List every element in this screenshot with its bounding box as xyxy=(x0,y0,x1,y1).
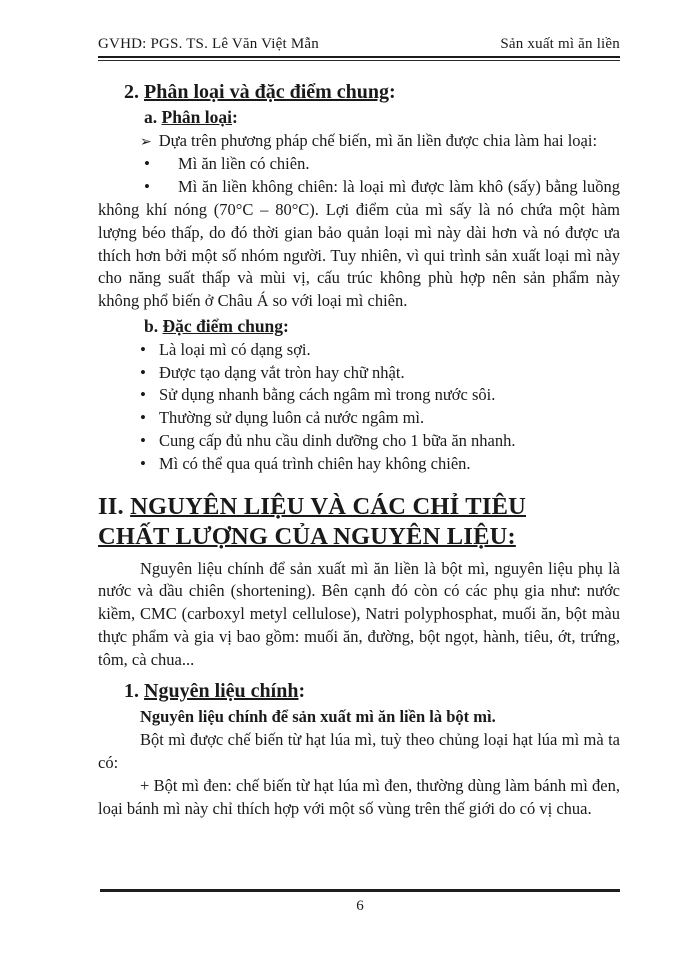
list-item-text: Sử dụng nhanh bằng cách ngâm mì trong nước sôi. xyxy=(158,385,496,405)
subsection-b-number: b. xyxy=(144,315,159,336)
bullet-dot-icon: • xyxy=(144,154,150,174)
subsection-1-title: Nguyên liệu chính xyxy=(144,679,299,702)
subsection-a-title: Phân loại xyxy=(161,106,233,127)
header-rule xyxy=(98,56,620,61)
page-footer xyxy=(100,889,620,915)
subsection-b-heading xyxy=(144,315,620,338)
lead-sentence: Nguyên liệu chính để sản xuất mì ăn liền là bột mì. xyxy=(140,707,496,727)
section-2-title: Phân loại và đặc điểm chung xyxy=(144,81,390,103)
subsection-a-colon: : xyxy=(232,106,238,127)
list-item-text: Thường sử dụng luôn cả nước ngâm mì. xyxy=(158,408,425,428)
page-header xyxy=(98,36,620,53)
section-II-heading-line1 xyxy=(98,492,620,522)
subsection-b-colon: : xyxy=(283,315,289,336)
list-item-text: Là loại mì có dạng sợi. xyxy=(158,339,311,359)
classification-intro xyxy=(98,130,620,154)
list-item xyxy=(98,453,620,476)
section-II-number: II. xyxy=(98,492,124,520)
arrow-bullet-icon: ➢ xyxy=(140,133,152,150)
bullet-dot-icon: • xyxy=(140,430,146,450)
classification-intro-text: Dựa trên phương pháp chế biến, mì ăn liền được chia làm hai loại: xyxy=(158,130,598,150)
subsection-b-title: Đặc điểm chung xyxy=(162,315,284,336)
section-II-intro-paragraph: Nguyên liệu chính để sản xuất mì ăn liền là bột mì, nguyên liệu phụ là nước và dầu chiên (shortening). Bên cạnh đó còn có các phụ gia như: nước kiềm, CMC (carboxyl metyl cellulose), Natri polyphosphat, muối ăn, bột màu thực phẩm và gia vị bao gồm: muối ăn, đường, bột ngọt, hành, tiêu, ớt, trứng, tôm, cà chua... xyxy=(98,558,620,669)
list-item xyxy=(98,384,620,407)
list-item xyxy=(98,430,620,453)
list-item-text: Mì ăn liền không chiên: là loại mì được làm khô (sấy) bằng luồng không khí nóng (70°C – 80°C). Lợi điểm của mì sấy là nó chứa một hàm lượng béo thấp, do đó thời gian bảo quản loại mì này dài hơn và nó được ưa thích hơn bởi một số nhóm người. Tuy nhiên, vì qui trình sản xuất loại mì này cho năng suất thấp và mùi vị, cấu trúc không phù hợp nên sản phẩm này không phổ biến ở Châu Á so với loại mì chiên. xyxy=(98,177,620,311)
subsection-a-number: a. xyxy=(144,106,158,127)
list-item xyxy=(98,339,620,362)
header-left-text: GVHD: PGS. TS. Lê Văn Việt Mẫn xyxy=(98,36,319,52)
list-item-text: Được tạo dạng vắt tròn hay chữ nhật. xyxy=(158,362,405,382)
section-2-number: 2. xyxy=(124,81,139,103)
section-II-heading xyxy=(98,492,620,552)
section-II-title-line1: NGUYÊN LIỆU VÀ CÁC CHỈ TIÊU xyxy=(130,492,527,520)
subsection-1-number: 1. xyxy=(124,679,139,702)
section-2-heading xyxy=(124,81,620,104)
list-item xyxy=(98,176,620,313)
bullet-dot-icon: • xyxy=(140,385,146,405)
page-number: 6 xyxy=(356,898,364,914)
subsection-a-heading xyxy=(144,106,620,129)
list-item-text: Cung cấp đủ nhu cầu dinh dưỡng cho 1 bữa ăn nhanh. xyxy=(158,430,516,450)
bullet-dot-icon: • xyxy=(144,177,150,197)
section-II-title-line2: CHẤT LƯỢNG CỦA NGUYÊN LIỆU: xyxy=(98,522,516,550)
footer-rule xyxy=(100,889,620,892)
list-item-text: Mì có thể qua quá trình chiên hay không chiên. xyxy=(158,453,471,473)
section-II-heading-line2 xyxy=(98,522,620,552)
paragraph-wheat-flour: Bột mì được chế biến từ hạt lúa mì, tuỳ theo chủng loại hạt lúa mì mà ta có: xyxy=(98,730,620,772)
section-2-colon: : xyxy=(389,81,396,103)
header-right-text: Sản xuất mì ăn liền xyxy=(500,36,620,52)
subsection-1-heading xyxy=(124,680,620,703)
bullet-dot-icon: • xyxy=(140,453,146,473)
page-body xyxy=(98,81,620,820)
subsection-1-colon: : xyxy=(298,679,306,702)
list-item xyxy=(98,153,620,176)
list-item xyxy=(98,362,620,385)
list-item-text: Mì ăn liền có chiên. xyxy=(177,154,310,174)
bullet-dot-icon: • xyxy=(140,362,146,382)
paragraph-dark-flour: + Bột mì đen: chế biến từ hạt lúa mì đen, thường dùng làm bánh mì đen, loại bánh mì này chỉ thích hợp với một số vùng trên thế giới do có vị chua. xyxy=(98,775,620,818)
list-item xyxy=(98,407,620,430)
bullet-dot-icon: • xyxy=(140,339,146,359)
bullet-dot-icon: • xyxy=(140,408,146,428)
